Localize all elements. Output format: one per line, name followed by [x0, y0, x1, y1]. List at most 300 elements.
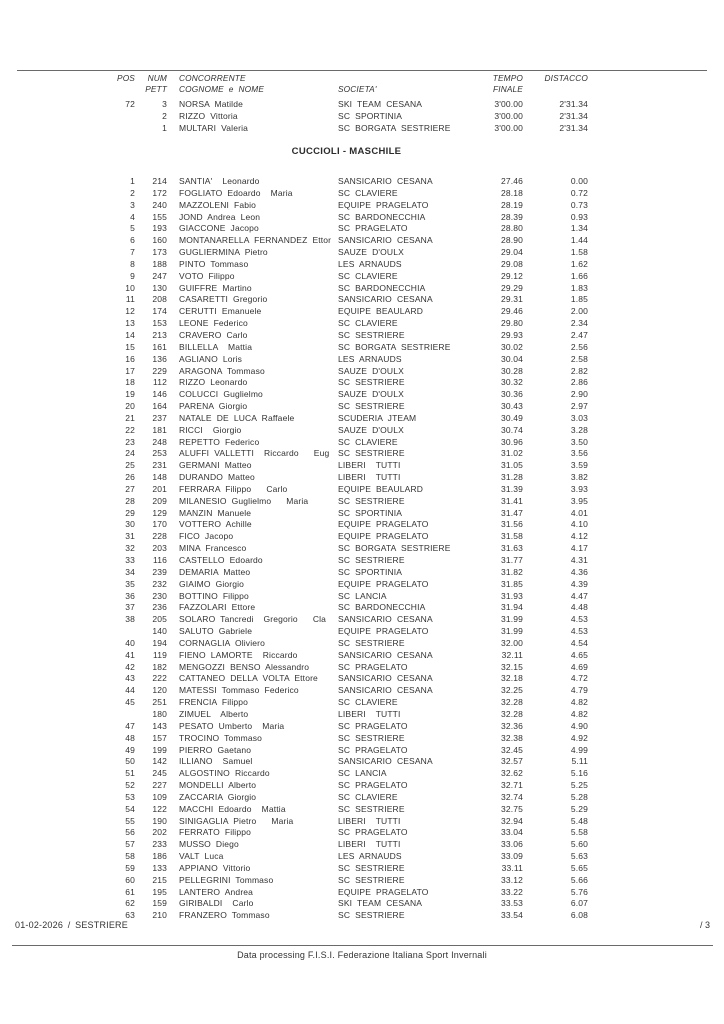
result-row [105, 721, 588, 733]
club-cell: SANSICARIO CESANA [338, 673, 433, 684]
final-time-cell: 32.71 [500, 780, 523, 791]
final-time-cell: 29.12 [500, 270, 523, 281]
result-row [105, 354, 588, 366]
club-cell: SC BARDONECCHIA [338, 602, 426, 613]
gap-cell: 4.79 [570, 685, 588, 696]
gap-cell: 4.53 [570, 626, 588, 637]
club-cell: SC BARDONECCHIA [338, 211, 426, 222]
final-time-cell: 32.15 [500, 661, 523, 672]
result-row [105, 910, 588, 922]
final-time-cell: 27.46 [500, 176, 523, 186]
gap-cell: 5.28 [570, 791, 588, 802]
bib-number-cell: 120 [152, 685, 167, 696]
gap-cell: 4.10 [570, 519, 588, 530]
competitor-name-cell: DURANDO Matteo [179, 472, 255, 483]
bib-number-cell: 122 [152, 803, 167, 814]
club-cell: SOCIETA' [338, 84, 377, 94]
position-cell: 21 [125, 412, 135, 423]
gap-cell: 5.11 [571, 756, 588, 767]
position-cell: 3 [130, 199, 135, 210]
final-time-cell: 32.28 [500, 697, 523, 708]
competitor-name-cell: GIAIMO Giorgio [179, 578, 245, 589]
bib-number-cell: 201 [152, 483, 167, 494]
gap-cell: 5.16 [570, 768, 588, 779]
competitor-name-cell: COGNOME e NOME [179, 84, 265, 94]
bib-number-cell: 193 [152, 223, 167, 234]
competitor-name-cell: CERUTTI Emanuele [179, 306, 262, 317]
gap-cell: 5.58 [570, 827, 588, 838]
club-cell: SANSICARIO CESANA [338, 614, 433, 625]
gap-cell: 3.56 [570, 448, 588, 459]
position-cell: 36 [125, 590, 135, 601]
final-time-cell: 30.04 [500, 353, 523, 364]
club-cell: EQUIPE PRAGELATO [338, 626, 429, 637]
gap-cell: 4.36 [570, 566, 588, 577]
competitor-name-cell: AGLIANO Loris [179, 353, 243, 364]
result-row [105, 460, 588, 472]
bib-number-cell: 213 [152, 329, 167, 340]
gap-cell: 4.31 [570, 555, 588, 565]
gap-cell: 4.92 [570, 732, 588, 743]
bib-number-cell: 232 [152, 578, 167, 589]
position-cell: 11 [125, 294, 135, 305]
result-row [105, 555, 588, 567]
bib-number-cell: 172 [152, 187, 167, 198]
final-time-cell: 32.75 [500, 803, 523, 814]
position-cell: 57 [125, 839, 135, 850]
competitor-name-cell: FOGLIATO Edoardo Maria [179, 187, 293, 198]
bib-number-cell: NUM [147, 73, 167, 83]
position-cell: 56 [125, 827, 135, 838]
bib-number-cell: 209 [152, 495, 167, 506]
final-time-cell: 31.47 [500, 507, 523, 518]
gap-cell: 2'31.34 [559, 110, 588, 121]
competitor-name-cell: CASTELLO Edoardo [179, 555, 263, 565]
competitor-name-cell: PIERRO Gaetano [179, 744, 252, 755]
position-cell: 53 [125, 791, 135, 802]
position-cell: 72 [125, 99, 135, 109]
gap-cell: 5.63 [570, 851, 588, 862]
final-time-cell: 31.99 [500, 626, 523, 637]
position-cell: 59 [125, 862, 135, 873]
final-time-cell: 30.28 [500, 365, 523, 376]
bib-number-cell: 188 [152, 258, 167, 269]
bib-number-cell: 109 [152, 791, 167, 802]
bib-number-cell: 199 [152, 744, 167, 755]
club-cell: EQUIPE PRAGELATO [338, 886, 429, 897]
competitor-name-cell: MUSSO Diego [179, 839, 239, 850]
position-cell: 19 [125, 389, 135, 400]
gap-cell: 4.47 [570, 590, 588, 601]
final-time-cell: 31.63 [500, 543, 523, 554]
gap-cell: 2'31.34 [559, 122, 588, 133]
bib-number-cell: 247 [152, 270, 167, 281]
bib-number-cell: 181 [152, 424, 167, 435]
final-time-cell: 29.04 [500, 247, 523, 258]
competitor-name-cell: GERMANI Matteo [179, 460, 252, 471]
competitor-name-cell: MONTANARELLA FERNANDEZ Ettor [179, 235, 332, 246]
final-time-cell: 31.56 [500, 519, 523, 530]
result-row [105, 235, 588, 247]
club-cell: SC CLAVIERE [338, 187, 398, 198]
result-row [105, 496, 588, 508]
position-cell [105, 709, 135, 721]
position-cell: 49 [125, 744, 135, 755]
final-time-cell: 33.06 [500, 839, 523, 850]
bib-number-cell: 202 [152, 827, 167, 838]
gap-cell: 2.97 [570, 401, 588, 412]
gap-cell: 3.03 [570, 412, 588, 423]
bib-number-cell: 233 [152, 839, 167, 850]
bib-number-cell: 195 [152, 886, 167, 897]
competitor-name-cell: CASARETTI Gregorio [179, 294, 268, 305]
club-cell: SANSICARIO CESANA [338, 685, 433, 696]
gap-cell: 1.62 [570, 258, 588, 269]
competitor-name-cell: BOTTINO Filippo [179, 590, 249, 601]
result-row [105, 247, 588, 259]
result-row [105, 99, 588, 111]
gap-cell: 3.50 [570, 436, 588, 447]
gap-cell: 4.17 [570, 543, 588, 554]
gap-cell: 5.76 [570, 886, 588, 897]
competitor-name-cell: SOLARO Tancredi Gregorio Cla [179, 614, 327, 625]
gap-cell: 5.65 [570, 862, 588, 873]
competitor-name-cell: REPETTO Federico [179, 436, 260, 447]
club-cell: SANSICARIO CESANA [338, 294, 433, 305]
result-row [105, 188, 588, 200]
position-cell: 10 [125, 282, 135, 293]
gap-cell: 4.65 [570, 649, 588, 660]
final-time-cell: 33.09 [500, 851, 523, 862]
gap-cell: 0.93 [570, 211, 588, 222]
result-row [105, 111, 588, 123]
position-cell: 9 [130, 270, 135, 281]
position-cell: 28 [125, 495, 135, 506]
position-cell [105, 84, 135, 95]
final-time-cell: 3'00.00 [494, 122, 523, 133]
result-row [105, 614, 588, 626]
position-cell: 37 [125, 602, 135, 613]
final-time-cell: 31.05 [500, 460, 523, 471]
final-time-cell: 30.74 [500, 424, 523, 435]
bib-number-cell: 253 [152, 448, 167, 459]
club-cell: EQUIPE PRAGELATO [338, 199, 429, 210]
final-time-cell: 29.46 [500, 306, 523, 317]
result-row [105, 294, 588, 306]
position-cell: 47 [125, 720, 135, 731]
gap-cell: 0.73 [570, 199, 588, 210]
gap-cell: 3.95 [570, 495, 588, 506]
bib-number-cell: 215 [152, 874, 167, 885]
final-time-cell: 29.29 [500, 282, 523, 293]
club-cell: SC PRAGELATO [338, 827, 408, 838]
bib-number-cell: 1 [162, 122, 167, 133]
position-cell: 1 [130, 176, 135, 186]
competitor-name-cell: GUGLIERMINA Pietro [179, 247, 268, 258]
position-cell: 42 [125, 661, 135, 672]
club-cell: SC CLAVIERE [338, 318, 398, 329]
final-time-cell: 31.41 [500, 495, 523, 506]
bib-number-cell: 205 [152, 614, 167, 625]
position-cell: POS [117, 73, 135, 83]
result-row [105, 591, 588, 603]
final-time-cell: 31.82 [500, 566, 523, 577]
bib-number-cell: 236 [152, 602, 167, 613]
club-cell: SC SESTRIERE [338, 401, 405, 412]
final-time-cell: 31.02 [500, 448, 523, 459]
club-cell: EQUIPE PRAGELATO [338, 519, 429, 530]
top-horizontal-rule [17, 70, 707, 71]
final-time-cell: 32.18 [500, 673, 523, 684]
club-cell: SAUZE D'OULX [338, 389, 404, 400]
bib-number-cell: 129 [152, 507, 167, 518]
bottom-horizontal-rule [12, 945, 713, 946]
bib-number-cell: 214 [152, 176, 167, 186]
position-cell: 22 [125, 424, 135, 435]
club-cell: SC SPORTINIA [338, 507, 403, 518]
position-cell: 26 [125, 472, 135, 483]
result-row [105, 531, 588, 543]
gap-cell: 3.82 [570, 472, 588, 483]
gap-cell: 1.58 [570, 247, 588, 258]
competitor-name-cell: GUIFFRE Martino [179, 282, 252, 293]
position-cell [105, 123, 135, 135]
final-time-cell: TEMPO [492, 73, 523, 83]
final-time-cell: 29.93 [500, 329, 523, 340]
position-cell: 7 [130, 247, 135, 258]
position-cell: 31 [125, 531, 135, 542]
gap-cell: 5.25 [570, 780, 588, 791]
final-time-cell: 32.36 [500, 720, 523, 731]
bib-number-cell: 186 [152, 851, 167, 862]
final-time-cell: 30.96 [500, 436, 523, 447]
position-cell: 6 [130, 235, 135, 246]
main-results-rows [105, 176, 588, 922]
competitor-name-cell: MINA Francesco [179, 543, 247, 554]
bib-number-cell: 157 [152, 732, 167, 743]
final-time-cell: 31.58 [500, 531, 523, 542]
bib-number-cell: 159 [152, 898, 167, 909]
position-cell: 24 [125, 448, 135, 459]
bib-number-cell: 161 [152, 341, 167, 352]
gap-cell: 4.69 [570, 661, 588, 672]
result-row [105, 342, 588, 354]
club-cell: LIBERI TUTTI [338, 839, 401, 850]
competitor-name-cell: SANTIA' Leonardo [179, 176, 260, 186]
competitor-name-cell: ILLIANO Samuel [179, 756, 253, 767]
result-row [105, 673, 588, 685]
gap-cell: 3.28 [570, 424, 588, 435]
position-cell: 2 [130, 187, 135, 198]
bib-number-cell: 180 [152, 708, 167, 719]
bib-number-cell: 231 [152, 460, 167, 471]
result-row [105, 389, 588, 401]
competitor-name-cell: DEMARIA Matteo [179, 566, 251, 577]
club-cell: SC LANCIA [338, 590, 387, 601]
bib-number-cell: 170 [152, 519, 167, 530]
club-cell: SC SESTRIERE [338, 637, 405, 648]
result-row [105, 472, 588, 484]
gap-cell: 3.59 [570, 460, 588, 471]
result-row [105, 626, 588, 638]
position-cell: 16 [125, 353, 135, 364]
bib-number-cell: 164 [152, 401, 167, 412]
club-cell: SC PRAGELATO [338, 720, 408, 731]
result-row [105, 768, 588, 780]
result-row [105, 709, 588, 721]
position-cell: 13 [125, 318, 135, 329]
gap-cell: 2.86 [570, 377, 588, 388]
club-cell: LIBERI TUTTI [338, 815, 401, 826]
position-cell: 33 [125, 555, 135, 565]
final-time-cell: 32.74 [500, 791, 523, 802]
final-time-cell: 31.39 [500, 483, 523, 494]
bib-number-cell: 2 [162, 110, 167, 121]
gap-cell: 2.58 [570, 353, 588, 364]
result-row [105, 816, 588, 828]
result-row [105, 223, 588, 235]
club-cell: SC SESTRIERE [338, 910, 405, 921]
gap-cell: 2.56 [570, 341, 588, 352]
gap-cell: 2.00 [570, 306, 588, 317]
competitor-name-cell: MATESSI Tommaso Federico [179, 685, 299, 696]
footer-credit: Data processing F.I.S.I. Federazione Italiana Sport Invernali [237, 950, 487, 960]
gap-cell: 2'31.34 [559, 99, 588, 109]
result-row [105, 212, 588, 224]
club-cell: LIBERI TUTTI [338, 472, 401, 483]
final-time-cell: 31.94 [500, 602, 523, 613]
final-time-cell: 31.93 [500, 590, 523, 601]
final-time-cell: 32.38 [500, 732, 523, 743]
result-row [105, 271, 588, 283]
club-cell: SKI TEAM CESANA [338, 898, 423, 909]
final-time-cell: 33.54 [500, 910, 523, 921]
competitor-name-cell: NATALE DE LUCA Raffaele [179, 412, 295, 423]
position-cell: 27 [125, 483, 135, 494]
competitor-name-cell: MONDELLI Alberto [179, 780, 257, 791]
competitor-name-cell: MULTARI Valeria [179, 122, 248, 133]
bib-number-cell: 148 [152, 472, 167, 483]
competitor-name-cell: ZACCARIA Giorgio [179, 791, 257, 802]
club-cell: SANSICARIO CESANA [338, 649, 433, 660]
competitor-name-cell: PARENA Giorgio [179, 401, 248, 412]
position-cell: 20 [125, 401, 135, 412]
result-row [105, 898, 588, 910]
club-cell: SC LANCIA [338, 768, 387, 779]
club-cell: SC SESTRIERE [338, 448, 405, 459]
club-cell: SC SESTRIERE [338, 495, 405, 506]
final-time-cell: 33.04 [500, 827, 523, 838]
position-cell: 23 [125, 436, 135, 447]
gap-cell: 2.82 [570, 365, 588, 376]
result-row [105, 543, 588, 555]
final-time-cell: 31.28 [500, 472, 523, 483]
footer-page-number: / 3 [699, 920, 710, 930]
result-row [105, 425, 588, 437]
result-row [105, 519, 588, 531]
competitor-name-cell: COLUCCI Guglielmo [179, 389, 263, 400]
gap-cell: 1.66 [570, 270, 588, 281]
club-cell: EQUIPE PRAGELATO [338, 531, 429, 542]
club-cell: SC CLAVIERE [338, 270, 398, 281]
result-row [105, 401, 588, 413]
club-cell: SC SESTRIERE [338, 862, 405, 873]
position-cell: 44 [125, 685, 135, 696]
club-cell: SC BORGATA SESTRIERE [338, 543, 451, 554]
final-time-cell: FINALE [493, 84, 523, 94]
club-cell: LIBERI TUTTI [338, 708, 401, 719]
result-row [105, 579, 588, 591]
club-cell: SC PRAGELATO [338, 223, 408, 234]
competitor-name-cell: CRAVERO Carlo [179, 329, 248, 340]
final-time-cell: 3'00.00 [494, 110, 523, 121]
position-cell: 15 [125, 341, 135, 352]
club-cell: SC SESTRIERE [338, 377, 405, 388]
club-cell: SC PRAGELATO [338, 661, 408, 672]
final-time-cell: 32.25 [500, 685, 523, 696]
competitor-name-cell: BILLELLA Mattia [179, 341, 253, 352]
club-cell: SC SPORTINIA [338, 566, 403, 577]
final-time-cell: 29.80 [500, 318, 523, 329]
competitor-name-cell: APPIANO Vittorio [179, 862, 251, 873]
gap-cell: 4.54 [570, 637, 588, 648]
competitor-name-cell: ALUFFI VALLETTI Riccardo Eug [179, 448, 330, 459]
gap-cell: 4.82 [570, 697, 588, 708]
competitor-name-cell: RIZZO Leonardo [179, 377, 248, 388]
result-row [105, 176, 588, 188]
gap-cell: 6.07 [570, 898, 588, 909]
final-time-cell: 31.77 [500, 555, 523, 565]
result-row [105, 366, 588, 378]
competitor-name-cell: FAZZOLARI Ettore [179, 602, 256, 613]
gap-cell: 1.34 [570, 223, 588, 234]
competitor-name-cell: MENGOZZI BENSO Alessandro [179, 661, 310, 672]
bib-number-cell: 222 [152, 673, 167, 684]
final-time-cell: 28.80 [500, 223, 523, 234]
club-cell: EQUIPE BEAULARD [338, 306, 424, 317]
bib-number-cell: 190 [152, 815, 167, 826]
gap-cell: 4.53 [570, 614, 588, 625]
club-cell: SANSICARIO CESANA [338, 235, 433, 246]
bib-number-cell: 112 [152, 377, 167, 388]
club-cell: SC BORGATA SESTRIERE [338, 122, 451, 133]
competitor-name-cell: MAZZOLENI Fabio [179, 199, 257, 210]
position-cell: 48 [125, 732, 135, 743]
position-cell: 34 [125, 566, 135, 577]
bib-number-cell: 133 [152, 862, 167, 873]
final-time-cell: 33.22 [500, 886, 523, 897]
final-time-cell: 30.32 [500, 377, 523, 388]
final-time-cell: 32.57 [500, 756, 523, 767]
result-row [105, 851, 588, 863]
final-time-cell: 30.36 [500, 389, 523, 400]
competitor-name-cell: VALT Luca [179, 851, 224, 862]
result-row [105, 756, 588, 768]
gap-cell: 5.66 [570, 874, 588, 885]
bib-number-cell: 208 [152, 294, 167, 305]
final-time-cell: 3'00.00 [494, 99, 523, 109]
footer-date-place: 01-02-2026 / SESTRIERE [15, 920, 128, 930]
position-cell: 25 [125, 460, 135, 471]
club-cell: SAUZE D'OULX [338, 247, 404, 258]
bib-number-cell: PETT [145, 84, 167, 94]
final-time-cell: 30.43 [500, 401, 523, 412]
competitor-name-cell: GIRIBALDI Carlo [179, 898, 254, 909]
final-time-cell: 32.11 [501, 649, 523, 660]
club-cell: SAUZE D'OULX [338, 365, 404, 376]
competitor-name-cell: FERRATO Filippo [179, 827, 251, 838]
final-time-cell: 32.94 [500, 815, 523, 826]
